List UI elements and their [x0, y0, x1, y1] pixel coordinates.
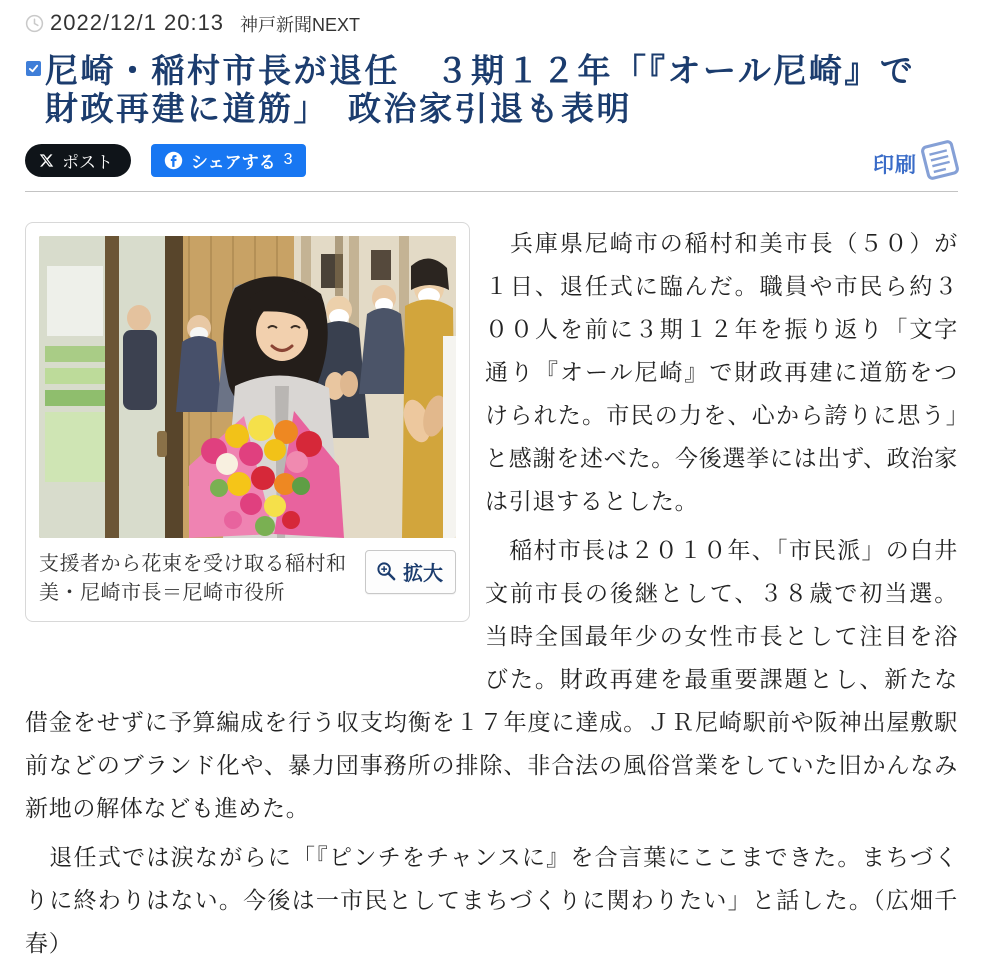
- article-headline: 尼崎・稲村市長が退任 ３期１２年「『オール尼崎』で財政再建に道筋」 政治家引退も表明: [45, 52, 916, 127]
- figure-footer: [39, 550, 456, 608]
- x-post-label: ポスト: [62, 152, 113, 172]
- share-bar: [25, 141, 958, 179]
- site-name: 神戸新聞NEXT: [240, 15, 361, 35]
- facebook-share-label: シェアする: [191, 152, 276, 172]
- zoom-label: 拡大: [403, 563, 443, 586]
- headline-block: [25, 52, 945, 127]
- check-square-icon: [26, 61, 41, 76]
- magnifier-plus-icon: [376, 561, 397, 582]
- article-paragraph: 稲村市長は２０１０年、「市民派」の白井文前市長の後継として、３８歳で初当選。当時全国最年少の女性市長として注目を浴びた。財政再建を最重要課題とし、新たな借金をせずに予算編成を行う収支均衡を１７年度に達成。ＪＲ尼崎駅前や阪神出屋敷駅前などのブランド化や、暴力団事務所の排除、非合法の風俗営業をしていた旧かんなみ新地の解体なども進めた。: [25, 537, 958, 822]
- article-paragraph: 兵庫県尼崎市の稲村和美市長（５０）が１日、退任式に臨んだ。職員や市民ら約３００人を前に３期１２年を振り返り「文字通り『オール尼崎』で財政再建に道筋をつけられた。市民の力を、心から誇りに思う」と感謝を述べた。今後選挙には出ず、政治家は引退するとした。: [485, 230, 958, 515]
- print-label: 印刷: [873, 154, 917, 178]
- facebook-share-button[interactable]: [151, 144, 306, 177]
- facebook-logo-icon: [164, 151, 183, 170]
- facebook-share-count: 3: [283, 151, 293, 169]
- divider: [25, 191, 958, 192]
- print-document-icon: [918, 137, 962, 183]
- article-photo[interactable]: [39, 236, 456, 538]
- x-logo-icon: [39, 153, 54, 168]
- x-post-button[interactable]: [25, 144, 131, 177]
- article-figure: [25, 222, 470, 622]
- article-paragraph: 退任式では涙ながらに「『ピンチをチャンスに』を合言葉にここまできた。まちづくりに終わりはない。今後は一市民としてまちづくりに関わりたい」と話した。（広畑千春）: [25, 844, 958, 957]
- figure-caption: 支援者から花束を受け取る稲村和美・尼崎市長＝尼崎市役所: [39, 553, 347, 605]
- clock-icon: [25, 14, 44, 33]
- article-timestamp: 2022/12/1 20:13: [50, 10, 225, 35]
- print-link[interactable]: [873, 141, 958, 179]
- zoom-button[interactable]: [365, 550, 456, 594]
- article-body: [25, 222, 958, 965]
- article-meta: [25, 8, 958, 42]
